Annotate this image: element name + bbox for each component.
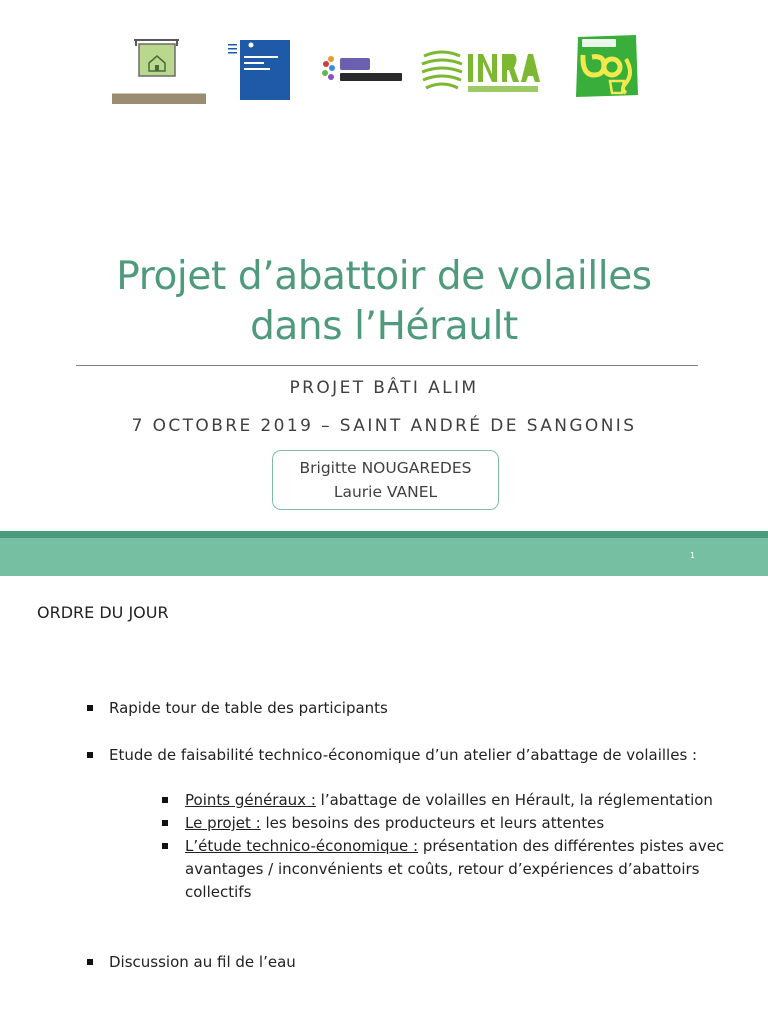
- footer-band: [0, 538, 768, 576]
- agenda-item-text: Etude de faisabilité technico-économique d’un atelier d’abattage de volailles :: [109, 746, 698, 764]
- fondation-de-france-logo: [227, 40, 291, 100]
- slide-title: [0, 252, 768, 352]
- bullet-square-icon: [162, 820, 168, 826]
- agenda-item: [109, 697, 388, 720]
- agenda-item: [109, 744, 749, 767]
- bullet-square-icon: [87, 705, 93, 711]
- subtitle-project: PROJET BÂTI ALIM: [289, 378, 479, 398]
- agenda-heading: ORDRE DU JOUR: [37, 603, 169, 622]
- bullet-square-icon: [162, 843, 168, 849]
- agenda-sub-list: [185, 789, 745, 904]
- bullet-square-icon: [87, 752, 93, 758]
- agenda-item: [109, 951, 296, 974]
- slide-title-line2: dans l’Hérault: [250, 304, 518, 349]
- author-name: Laurie VANEL: [333, 483, 438, 501]
- civam-bio-34-logo: [574, 33, 640, 99]
- footer-band-top: [0, 531, 768, 538]
- inra-logo: [420, 44, 542, 98]
- agenda-sub-item: [185, 812, 745, 835]
- subtitle-date-place: 7 OCTOBRE 2019 – SAINT ANDRÉ DE SANGONIS: [131, 416, 637, 436]
- slide-title-line1: Projet d’abattoir de volailles: [116, 254, 652, 299]
- sub-item-text: les besoins des producteurs et leurs attentes: [260, 814, 605, 832]
- bati-alim-logo: [109, 38, 209, 104]
- sub-item-label: Le projet :: [185, 814, 261, 832]
- sub-item-label: Points généraux :: [185, 791, 316, 809]
- sub-item-text: l’abattage de volailles en Hérault, la réglementation: [315, 791, 713, 809]
- page-number: 1: [690, 551, 696, 560]
- title-divider: [76, 365, 698, 366]
- bullet-square-icon: [87, 959, 93, 965]
- bullet-square-icon: [162, 797, 168, 803]
- sub-item-text: présentation des différentes pistes avec avantages / inconvénients et coûts, retour d’expériences d’abattoirs collectifs: [185, 837, 725, 901]
- authors-box: [272, 450, 499, 510]
- agenda-item-text: Discussion au fil de l’eau: [109, 953, 296, 971]
- agenda-sub-item: [185, 835, 745, 904]
- umr-innovation-logo: [320, 52, 406, 86]
- sub-item-label: L’étude technico-économique :: [185, 837, 419, 855]
- author-name: Brigitte NOUGAREDES: [299, 459, 472, 477]
- agenda-item-text: Rapide tour de table des participants: [109, 699, 388, 717]
- agenda-sub-item: [185, 789, 745, 812]
- partner-logos: [0, 0, 768, 120]
